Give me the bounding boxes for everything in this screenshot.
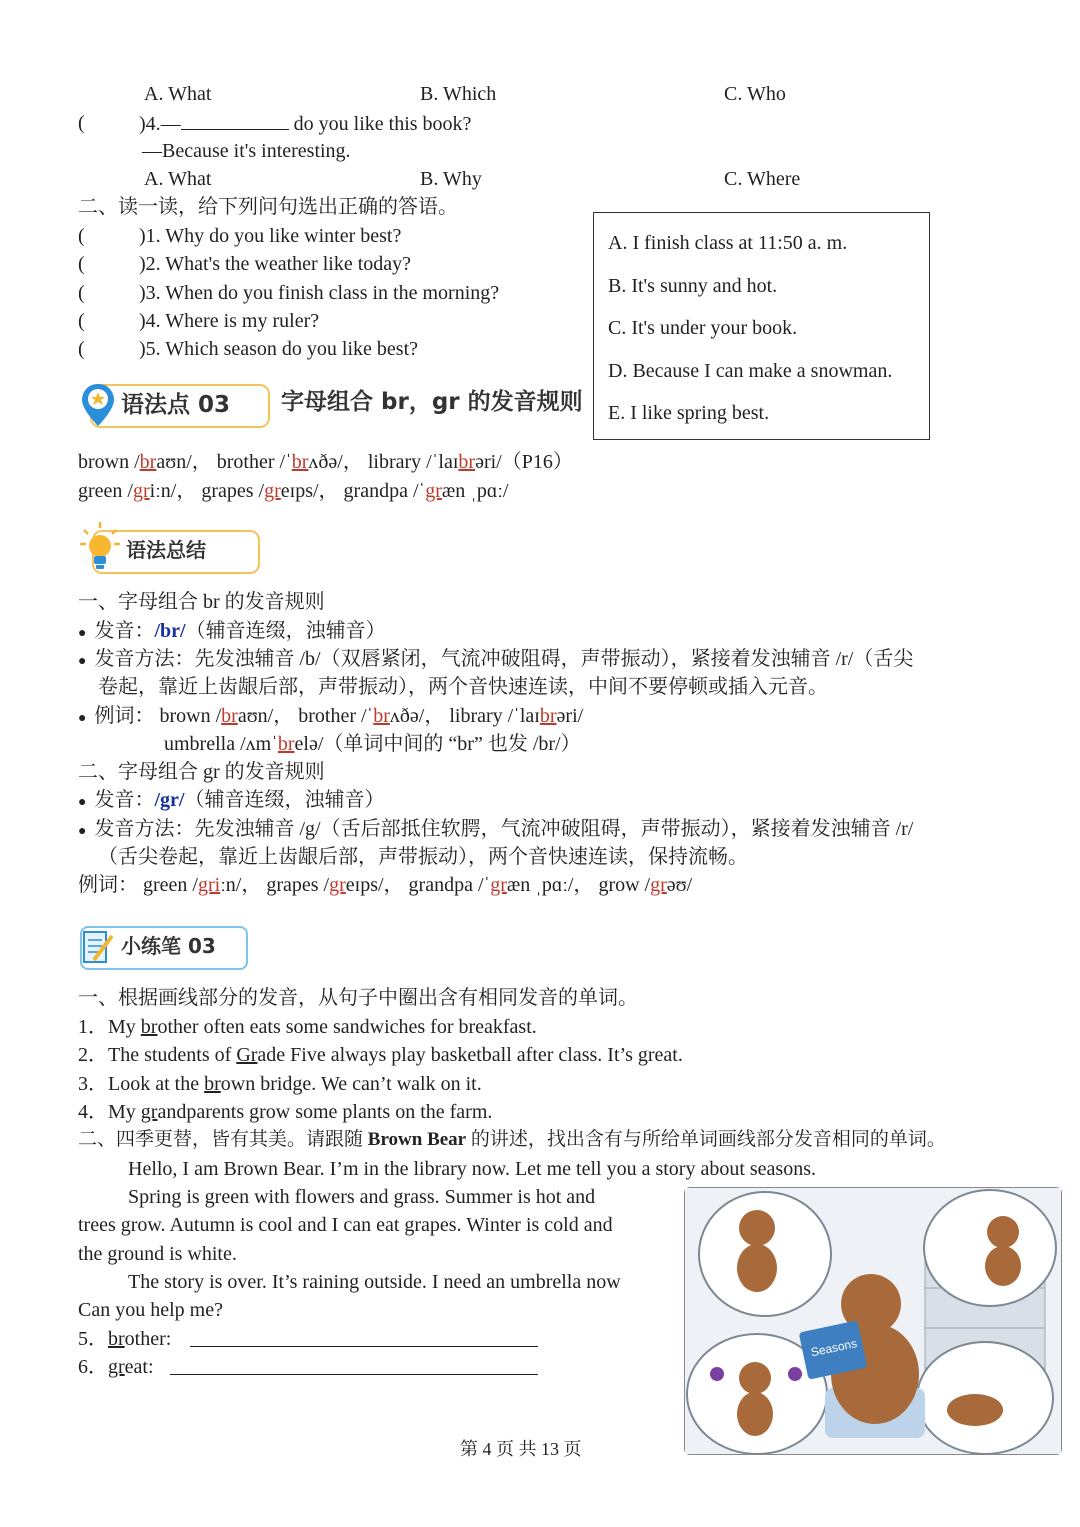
answer-paren: ( — [78, 310, 85, 332]
option-b: B. Which — [420, 83, 497, 105]
answer-c: C. It's under your book. — [608, 317, 798, 339]
answer-d: D. Because I can make a snowman. — [608, 360, 893, 382]
answer-paren: ( — [78, 282, 85, 304]
seasons-illustration — [684, 1187, 1062, 1455]
answer-a: A. I finish class at 11:50 a. m. — [608, 232, 848, 254]
question-6-row: 6．great: — [78, 1356, 154, 1378]
option-a: A. What — [144, 83, 212, 105]
question-number: )4.— — [139, 113, 181, 135]
answer-blank[interactable] — [170, 1358, 538, 1375]
section-title: 二、读一读，给下列问句选出正确的答语。 — [78, 196, 458, 218]
practice-item: 1．My brother often eats some sandwiches for breakfast. — [78, 1016, 537, 1038]
example-line-br: brown /braʊn/， brother /ˈbrʌðə/， library /ˈlaɪbrəri/（P16） — [78, 451, 573, 473]
br-examples: ● 例词： brown /braʊn/， brother /ˈbrʌðə/， library /ˈlaɪbrəri/ — [78, 705, 584, 727]
answer-paren: ( — [78, 253, 85, 275]
answer-paren: ( — [78, 112, 85, 134]
br-sound: ● 发音：/br/（辅音连缀，浊辅音） — [78, 620, 386, 642]
gr-method-cont: （舌尖卷起，靠近上齿龈后部，声带振动），两个音快速连读，保持流畅。 — [98, 846, 748, 868]
br-examples-cont: umbrella /ʌmˈbrelə/（单词中间的 “br” 也发 /br/） — [164, 733, 581, 755]
option-a: A. What — [144, 168, 212, 190]
answer-paren: ( — [78, 225, 85, 247]
book-label: Seasons — [809, 1336, 859, 1360]
gr-method: ● 发音方法：先发浊辅音 /g/（舌后部抵住软腭，气流冲破阻碍，声带振动），紧接着发浊辅音 /r/ — [78, 818, 914, 840]
practice-part2-title: 二、四季更替，皆有其美。请跟随 Brown Bear 的讲述，找出含有与所给单词画线部分发音相同的单词。 — [78, 1129, 946, 1150]
br-method: ● 发音方法：先发浊辅音 /b/（双唇紧闭，气流冲破阻碍，声带振动），紧接着发浊辅音 /r/（舌尖 — [78, 648, 914, 670]
story-paragraph-2: trees grow. Autumn is cool and I can eat grapes. Winter is cold and — [78, 1214, 613, 1236]
question-2: )2. What's the weather like today? — [139, 253, 412, 275]
answer-paren: ( — [78, 338, 85, 360]
story-paragraph-1: Hello, I am Brown Bear. I’m in the library now. Let me tell you a story about seasons. — [128, 1158, 816, 1180]
answer-blank[interactable] — [181, 113, 289, 130]
question-4b: )4. Where is my ruler? — [139, 310, 320, 332]
option-b: B. Why — [420, 168, 482, 190]
question-5: )5. Which season do you like best? — [139, 338, 419, 360]
summary-label: 语法总结 — [126, 538, 206, 562]
grammar-point-title: 字母组合 br，gr 的发音规则 — [281, 389, 583, 415]
answer-e: E. I like spring best. — [608, 402, 770, 424]
question-4 — [139, 113, 471, 134]
practice-part1-title: 一、根据画线部分的发音，从句子中圈出含有相同发音的单词。 — [78, 987, 638, 1009]
story-paragraph-2: the ground is white. — [78, 1243, 237, 1265]
question-3: )3. When do you finish class in the morning? — [139, 282, 500, 304]
question-text: do you like this book? — [293, 113, 472, 135]
answer-options-box — [593, 212, 930, 440]
bear-seasons-picture — [685, 1188, 1061, 1454]
notebook-pencil-icon — [80, 926, 116, 968]
page-number: 第 4 页 共 13 页 — [460, 1439, 582, 1459]
location-pin-icon — [78, 380, 118, 430]
gr-examples: 例词： green /griːn/， grapes /greɪps/， grandpa /ˈgræn ˌpɑː/， grow /grəʊ/ — [78, 874, 693, 896]
br-rule-title: 一、字母组合 br 的发音规则 — [78, 591, 325, 613]
practice-label: 小练笔 03 — [121, 934, 216, 958]
option-c: C. Who — [724, 83, 786, 105]
question-1: )1. Why do you like winter best? — [139, 225, 402, 247]
question-reply: —Because it's interesting. — [142, 140, 351, 162]
answer-blank[interactable] — [190, 1330, 538, 1347]
gr-sound: ● 发音：/gr/（辅音连缀，浊辅音） — [78, 789, 385, 811]
question-5-row: 5．brother: — [78, 1328, 172, 1350]
example-line-gr: green /griːn/， grapes /greɪps/， grandpa /ˈgræn ˌpɑː/ — [78, 480, 509, 502]
gr-rule-title: 二、字母组合 gr 的发音规则 — [78, 761, 325, 783]
practice-item: 2．The students of Grade Five always play basketball after class. It’s great. — [78, 1044, 683, 1066]
story-paragraph-3: The story is over. It’s raining outside. I need an umbrella now — [128, 1271, 621, 1293]
br-method-cont: 卷起，靠近上齿龈后部，声带振动），两个音快速连读，中间不要停顿或插入元音。 — [98, 676, 828, 698]
practice-item: 3．Look at the brown bridge. We can’t walk on it. — [78, 1073, 482, 1095]
story-paragraph-3: Can you help me? — [78, 1299, 223, 1321]
practice-item: 4．My grandparents grow some plants on the farm. — [78, 1101, 493, 1123]
lightbulb-icon — [78, 520, 122, 574]
grammar-point-label: 语法点 03 — [121, 392, 231, 418]
answer-b: B. It's sunny and hot. — [608, 275, 778, 297]
story-paragraph-2: Spring is green with flowers and grass. Summer is hot and — [128, 1186, 596, 1208]
option-c: C. Where — [724, 168, 801, 190]
